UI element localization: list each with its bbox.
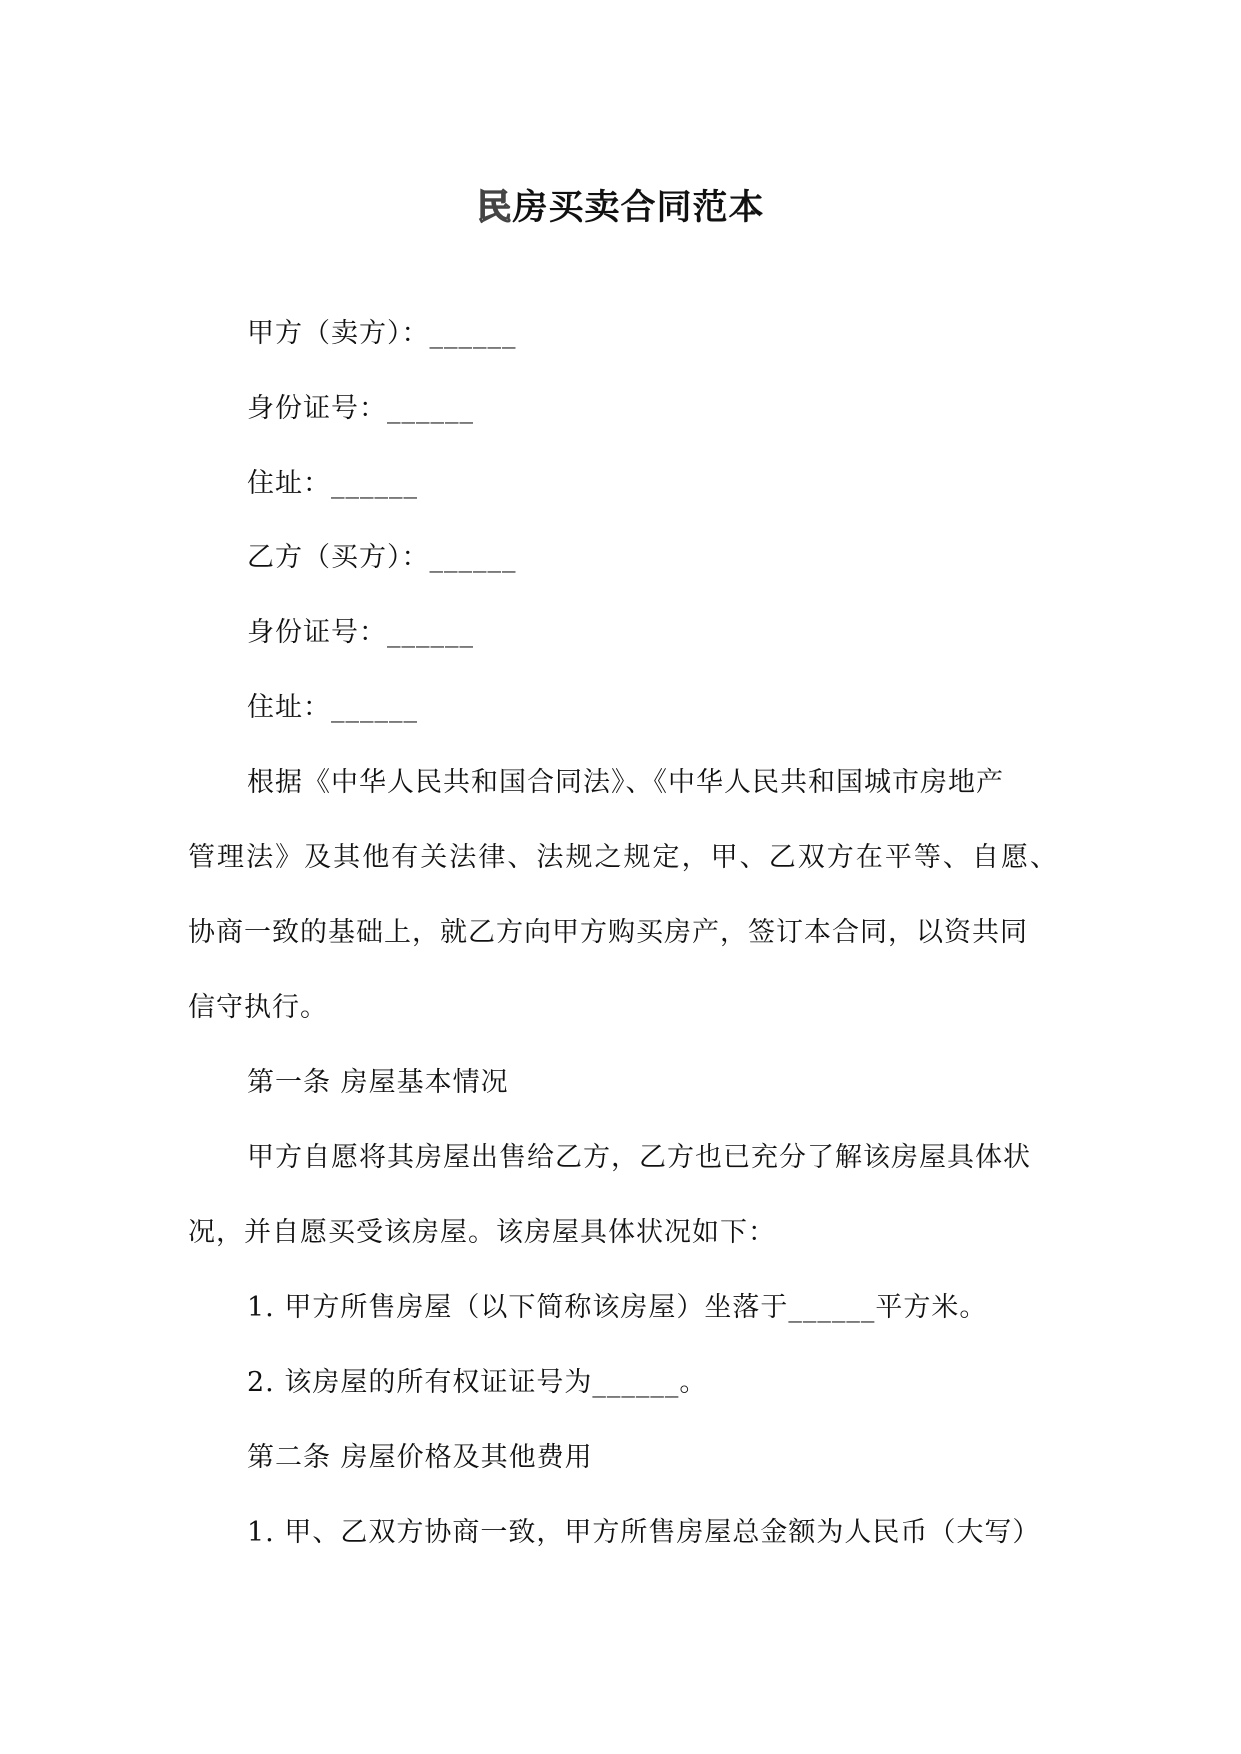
party-a-id-field: 身份证号：______ (247, 393, 474, 424)
article-1-item-2: 2. 该房屋的所有权证证号为______。 (247, 1367, 708, 1398)
article-2-item-1: 1. 甲、乙双方协商一致，甲方所售房屋总金额为人民币（大写） (247, 1517, 1041, 1548)
preamble-line-2: 管理法》及其他有关法律、法规之规定，甲、乙双方在平等、自愿、 (188, 842, 1058, 873)
party-a-address-field: 住址：______ (247, 468, 418, 499)
title-rest: 房买卖合同范本 (512, 187, 765, 228)
article-1-para-line-1: 甲方自愿将其房屋出售给乙方，乙方也已充分了解该房屋具体状 (247, 1142, 1031, 1173)
article-1-heading: 第一条 房屋基本情况 (247, 1067, 509, 1098)
preamble-line-1: 根据《中华人民共和国合同法》、《中华人民共和国城市房地产 (247, 767, 1004, 798)
title-first-char: 民 (476, 187, 513, 228)
preamble-line-4: 信守执行。 (188, 992, 328, 1023)
party-b-field: 乙方（买方）：______ (247, 542, 517, 573)
party-b-id-field: 身份证号：______ (247, 617, 474, 648)
party-b-address-field: 住址：______ (247, 692, 418, 723)
article-2-heading: 第二条 房屋价格及其他费用 (247, 1442, 593, 1473)
party-a-field: 甲方（卖方）：______ (247, 318, 517, 349)
document-title (0, 180, 1241, 230)
article-1-item-1: 1. 甲方所售房屋（以下简称该房屋）坐落于______平方米。 (247, 1292, 988, 1323)
article-1-para-line-2: 况，并自愿买受该房屋。该房屋具体状况如下： (188, 1217, 776, 1248)
preamble-line-3: 协商一致的基础上，就乙方向甲方购买房产，签订本合同，以资共同 (188, 917, 1028, 948)
